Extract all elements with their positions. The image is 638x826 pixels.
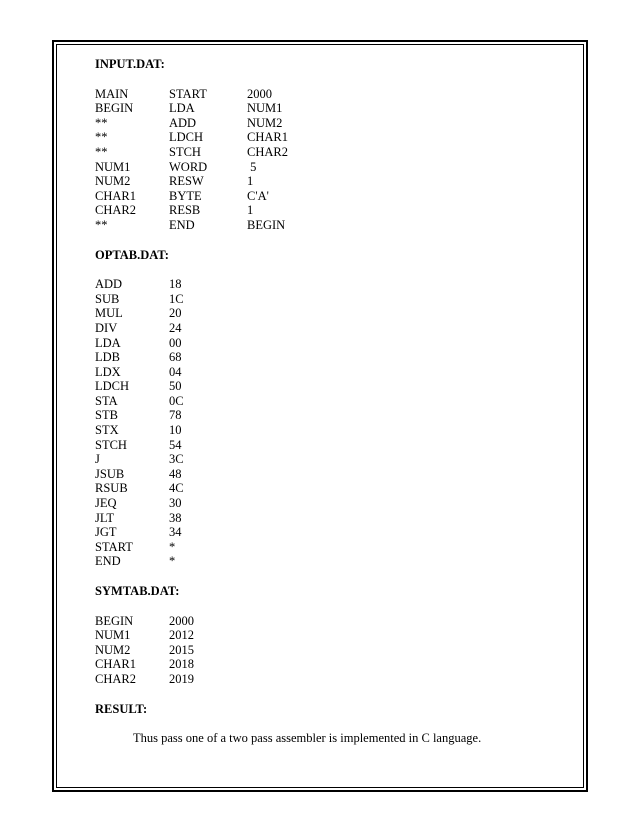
input-cell: CHAR1 (95, 188, 136, 203)
input-cell: ** (95, 115, 108, 130)
symtab-row (95, 643, 247, 658)
optab-row (95, 423, 247, 438)
input-row (95, 130, 288, 145)
optab-cell: 3C (169, 452, 184, 467)
input-row (95, 160, 288, 175)
optab-table (95, 277, 247, 569)
input-cell: NUM1 (95, 159, 131, 174)
input-row (95, 101, 288, 116)
optab-cell: DIV (95, 320, 118, 335)
optab-cell: 0C (169, 393, 184, 408)
optab-cell: STX (95, 423, 119, 438)
optab-cell: STCH (95, 437, 127, 452)
optab-cell: JEQ (95, 496, 117, 511)
result-heading: RESULT: (95, 701, 148, 716)
symtab-cell: NUM1 (95, 628, 131, 643)
optab-cell: 4C (169, 481, 184, 496)
input-cell: RESW (169, 174, 204, 189)
optab-row (95, 496, 247, 511)
input-cell: 1 (247, 203, 254, 218)
optab-cell: 24 (169, 320, 182, 335)
optab-cell: * (169, 554, 176, 569)
input-cell: 5 (247, 159, 257, 174)
input-cell: STCH (169, 144, 201, 159)
optab-row (95, 511, 247, 526)
input-cell: 2000 (247, 86, 272, 101)
optab-row (95, 481, 247, 496)
input-cell: C'A' (247, 188, 269, 203)
input-cell: END (169, 217, 195, 232)
input-cell: ** (95, 144, 108, 159)
symtab-cell: 2019 (169, 671, 194, 686)
input-row (95, 87, 288, 102)
input-cell: CHAR2 (95, 203, 136, 218)
optab-cell: 68 (169, 350, 182, 365)
input-row (95, 174, 288, 189)
optab-cell: STB (95, 408, 118, 423)
document-content (95, 57, 565, 746)
input-cell: BYTE (169, 188, 202, 203)
input-cell: LDA (169, 101, 195, 116)
symtab-row (95, 672, 247, 687)
optab-cell: LDCH (95, 379, 130, 394)
optab-cell: 18 (169, 277, 182, 292)
input-cell: RESB (169, 203, 201, 218)
optab-cell: 30 (169, 496, 182, 511)
input-cell: WORD (169, 159, 208, 174)
symtab-cell: BEGIN (95, 613, 134, 628)
input-cell: CHAR2 (247, 144, 288, 159)
input-table (95, 87, 288, 233)
optab-cell: LDX (95, 364, 121, 379)
symtab-cell: 2015 (169, 642, 194, 657)
optab-cell: MUL (95, 306, 123, 321)
optab-cell: 48 (169, 466, 182, 481)
optab-cell: ADD (95, 277, 123, 292)
input-cell: CHAR1 (247, 130, 288, 145)
symtab-cell: NUM2 (95, 642, 131, 657)
optab-row (95, 452, 247, 467)
symtab-cell: CHAR2 (95, 671, 136, 686)
optab-row (95, 467, 247, 482)
input-cell: ADD (169, 115, 197, 130)
optab-cell: START (95, 539, 133, 554)
input-cell: NUM2 (247, 115, 283, 130)
optab-row (95, 277, 247, 292)
optab-cell: 1C (169, 291, 184, 306)
optab-cell: 50 (169, 379, 182, 394)
input-cell: 1 (247, 174, 254, 189)
symtab-cell: CHAR1 (95, 657, 136, 672)
optab-cell: JGT (95, 525, 117, 540)
input-cell: LDCH (169, 130, 204, 145)
optab-cell: RSUB (95, 481, 128, 496)
optab-cell: STA (95, 393, 118, 408)
optab-row (95, 540, 247, 555)
input-cell: BEGIN (247, 217, 286, 232)
symtab-row (95, 614, 247, 629)
optab-cell: JLT (95, 510, 114, 525)
symtab-row (95, 628, 247, 643)
optab-cell: JSUB (95, 466, 125, 481)
input-cell: NUM2 (95, 174, 131, 189)
symtab-cell: 2000 (169, 613, 194, 628)
input-heading: INPUT.DAT: (95, 57, 165, 71)
optab-row (95, 365, 247, 380)
optab-heading: OPTAB.DAT: (95, 247, 169, 262)
input-row (95, 116, 288, 131)
input-row (95, 203, 288, 218)
optab-row (95, 350, 247, 365)
optab-row (95, 292, 247, 307)
optab-row (95, 394, 247, 409)
optab-cell: 54 (169, 437, 182, 452)
symtab-heading: SYMTAB.DAT: (95, 584, 180, 598)
optab-cell: 20 (169, 306, 182, 321)
optab-row (95, 438, 247, 453)
optab-row (95, 379, 247, 394)
result-text: Thus pass one of a two pass assembler is implemented in C language. (133, 731, 482, 746)
optab-cell: 78 (169, 408, 182, 423)
optab-row (95, 525, 247, 540)
optab-row (95, 306, 247, 321)
optab-cell: 38 (169, 510, 182, 525)
input-row (95, 189, 288, 204)
optab-cell: 10 (169, 423, 182, 438)
optab-row (95, 408, 247, 423)
optab-row (95, 321, 247, 336)
optab-cell: 34 (169, 525, 182, 540)
optab-cell: J (95, 452, 100, 467)
optab-cell: LDA (95, 335, 121, 350)
optab-cell: LDB (95, 350, 120, 365)
symtab-cell: 2018 (169, 657, 194, 672)
input-cell: ** (95, 130, 108, 145)
symtab-table (95, 614, 247, 687)
symtab-cell: 2012 (169, 628, 194, 643)
input-cell: START (169, 86, 207, 101)
input-row (95, 218, 288, 233)
optab-cell: * (169, 539, 176, 554)
optab-cell: SUB (95, 291, 120, 306)
input-row (95, 145, 288, 160)
input-cell: BEGIN (95, 101, 134, 116)
input-cell: ** (95, 217, 108, 232)
input-cell: NUM1 (247, 101, 283, 116)
optab-cell: 00 (169, 335, 182, 350)
optab-row (95, 554, 247, 569)
optab-cell: 04 (169, 364, 182, 379)
input-cell: MAIN (95, 86, 129, 101)
symtab-row (95, 657, 247, 672)
optab-cell: END (95, 554, 121, 569)
optab-row (95, 336, 247, 351)
